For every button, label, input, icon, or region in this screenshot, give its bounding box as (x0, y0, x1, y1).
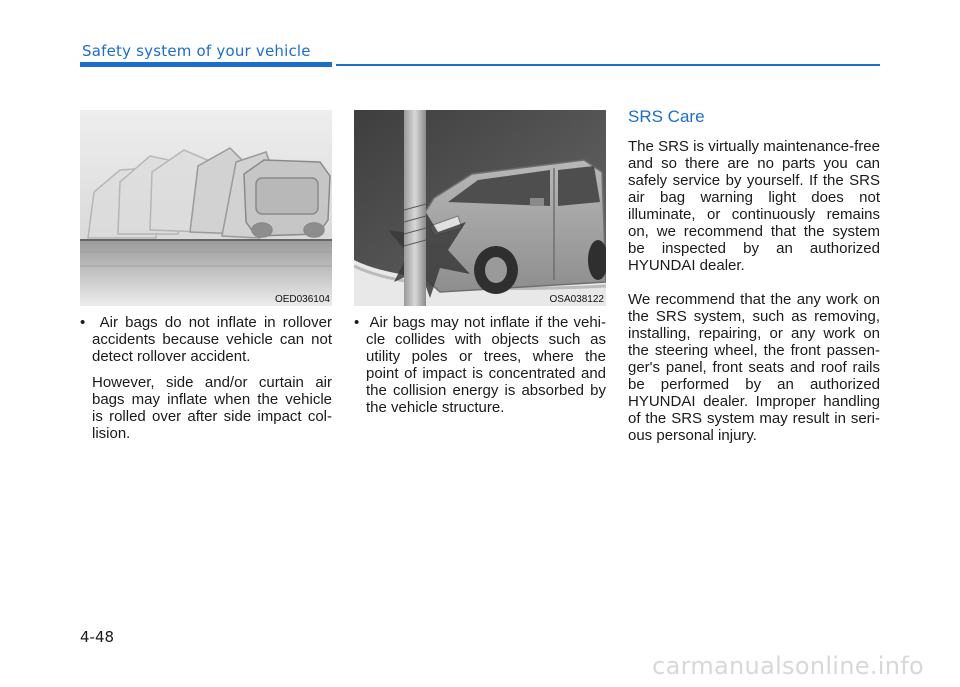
pole-impact-text-column (354, 314, 606, 416)
figure-code: OED036104 (274, 294, 330, 305)
header-rule-thin (336, 64, 880, 66)
srs-care-title: SRS Care (628, 107, 705, 126)
pole-impact-illustration (354, 110, 606, 306)
srs-care-paragraph-1: The SRS is virtually maintenance-free and so there are no parts you can safely service by yourself. If the SRS air bag warning light does not illuminate, or continuously remains on, we recommend that the system be inspected by an authorized HYUNDAI dealer. (628, 138, 880, 274)
figure-code: OSA038122 (549, 294, 604, 305)
pole-impact-figure (354, 110, 606, 306)
rollover-illustration (80, 110, 332, 306)
rollover-bullet-text: Air bags do not inflate in rollover accidents because vehicle can not detect rollover accident. (92, 314, 332, 365)
srs-care-column (628, 108, 880, 444)
header-rule-thick (80, 62, 332, 67)
pole-impact-bullet-text: Air bags may not inflate if the vehi-cle collides with objects such as utility poles or trees, where the point of impact is concentrated and the collision energy is absorbed by the vehicle structure. (366, 314, 606, 416)
srs-care-paragraph-2: We recommend that the any work on the SRS system, such as removing, installing, repairing, or any work on the steering wheel, the front passen-ger's panel, front seats and roof rails be performed by an authorized HYUNDAI dealer. Improper handling of the SRS system may result in seri-ous personal injury. (628, 291, 880, 444)
watermark: carmanualsonline.info (652, 652, 924, 680)
rollover-figure (80, 110, 332, 306)
pole-impact-bullet: • Air bags may not inflate if the vehi-cle collides with objects such as utility poles or trees, where the point of impact is concentrated and the collision energy is absorbed by the vehicle structure. (354, 314, 606, 416)
side-airbag-note: However, side and/or curtain air bags may inflate when the vehicle is rolled over after side impact col-lision. (92, 374, 332, 442)
rollover-bullet: • Air bags do not inflate in rollover accidents because vehicle can not detect rollover accident. (80, 314, 332, 365)
section-header-title: Safety system of your vehicle (82, 42, 311, 60)
rollover-text-column (80, 314, 332, 442)
page-number: 4-48 (80, 628, 115, 646)
